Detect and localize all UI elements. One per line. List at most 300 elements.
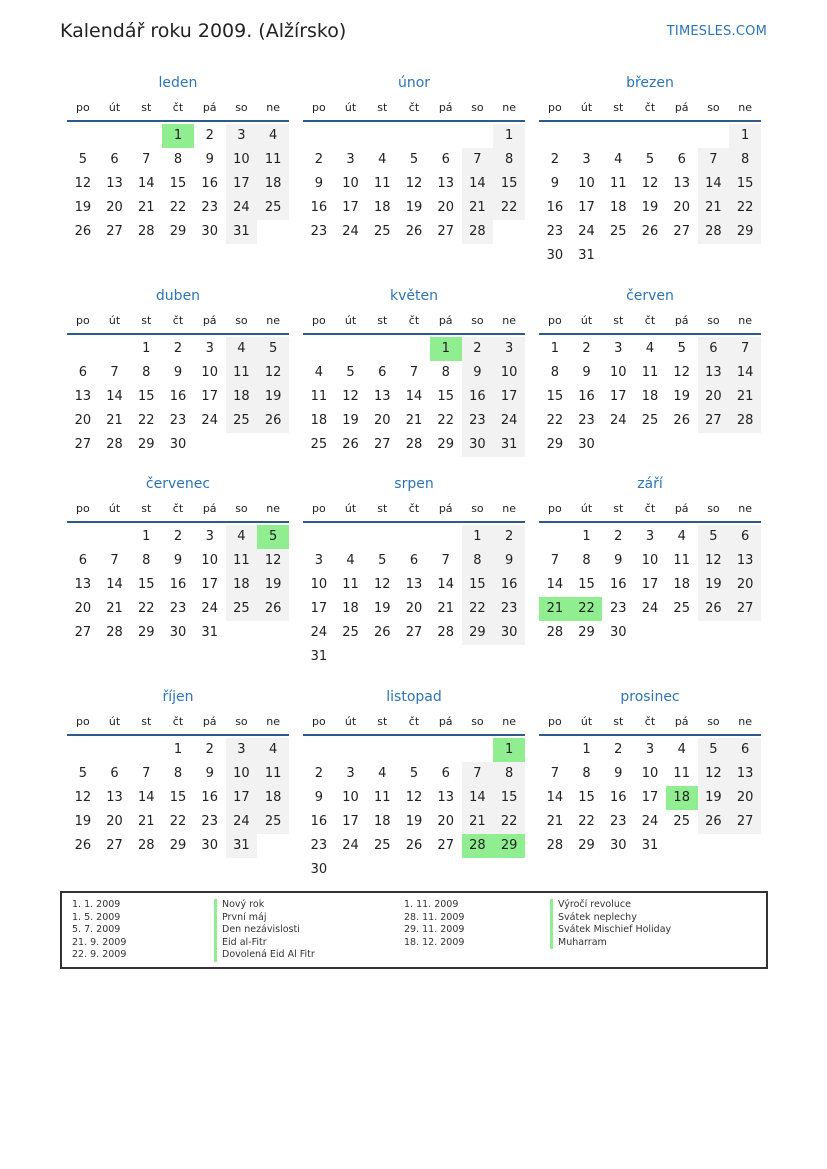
- weekday-header: ne: [502, 715, 516, 728]
- empty-cell: [462, 738, 494, 762]
- legend-holiday-date: 1. 1. 2009: [72, 899, 121, 910]
- month-name: září: [637, 476, 663, 492]
- day-cell: 8: [173, 152, 183, 167]
- day-cell: 24: [201, 413, 218, 428]
- day-cell: 20: [74, 601, 92, 616]
- day-cell: 20: [698, 385, 730, 409]
- weekday-header: pá: [674, 502, 689, 515]
- day-cell: 17: [342, 200, 359, 215]
- day-cell: 13: [729, 549, 761, 573]
- day-cell: 17: [493, 385, 525, 409]
- empty-cell: [666, 124, 698, 148]
- day-cell: 24: [226, 810, 258, 834]
- day-cell: 11: [310, 389, 328, 404]
- holiday-legend: [60, 891, 768, 969]
- day-cell: 11: [226, 361, 258, 385]
- day-cell: 10: [342, 790, 359, 805]
- holiday-day-cell: 1: [162, 124, 194, 148]
- day-cell: 22: [169, 814, 187, 829]
- day-cell: 30: [610, 838, 627, 853]
- day-cell: 15: [138, 577, 155, 592]
- weekday-header: st: [613, 314, 624, 327]
- day-cell: 22: [546, 413, 564, 428]
- day-cell: 13: [698, 361, 730, 385]
- day-cell: 5: [78, 766, 87, 781]
- day-cell: 21: [546, 814, 564, 829]
- day-cell: 18: [226, 385, 258, 409]
- day-cell: 5: [346, 365, 355, 380]
- month-grid: [67, 710, 289, 858]
- weekday-header: st: [141, 502, 152, 515]
- day-cell: 21: [405, 413, 423, 428]
- weekday-header: čt: [408, 715, 420, 728]
- day-cell: 1: [582, 742, 591, 757]
- day-cell: 26: [641, 224, 659, 239]
- day-cell: 23: [493, 597, 525, 621]
- day-cell: 31: [226, 220, 258, 244]
- day-cell: 20: [374, 413, 391, 428]
- day-cell: 14: [546, 577, 564, 592]
- weekday-header: út: [580, 314, 593, 327]
- empty-cell: [335, 337, 367, 361]
- day-cell: 15: [138, 389, 155, 404]
- weekday-header: út: [344, 101, 357, 114]
- day-cell: 19: [698, 786, 730, 810]
- header-divider: [303, 333, 525, 335]
- empty-cell: [539, 738, 571, 762]
- day-cell: 30: [610, 625, 627, 640]
- legend-holiday-name: Muharram: [550, 937, 671, 950]
- day-cell: 2: [614, 529, 623, 544]
- day-cell: 21: [106, 413, 123, 428]
- empty-cell: [398, 525, 430, 549]
- day-cell: 14: [462, 786, 494, 810]
- day-cell: 4: [645, 341, 655, 356]
- day-cell: 5: [645, 152, 655, 167]
- day-cell: 30: [310, 862, 328, 877]
- day-cell: 7: [142, 766, 151, 781]
- day-cell: 4: [257, 738, 289, 762]
- weekday-header: ne: [502, 502, 516, 515]
- weekday-header: út: [108, 314, 121, 327]
- day-cell: 25: [226, 409, 258, 433]
- day-cell: 8: [550, 365, 559, 380]
- header-divider: [67, 333, 289, 335]
- day-cell: 6: [78, 553, 87, 568]
- weekday-header: ne: [738, 101, 752, 114]
- legend-holiday-date: 28. 11. 2009: [404, 911, 465, 923]
- day-cell: 27: [374, 437, 391, 452]
- header-divider: [539, 521, 761, 523]
- weekday-header: so: [707, 314, 720, 327]
- empty-cell: [335, 124, 367, 148]
- empty-cell: [398, 738, 430, 762]
- day-cell: 15: [578, 577, 595, 592]
- day-cell: 15: [578, 790, 595, 805]
- day-cell: 2: [614, 742, 623, 757]
- day-cell: 25: [310, 437, 328, 452]
- day-cell: 18: [257, 172, 289, 196]
- day-cell: 11: [673, 766, 690, 781]
- day-cell: 10: [226, 148, 258, 172]
- empty-cell: [430, 738, 462, 762]
- month-1: [67, 70, 289, 244]
- day-cell: 4: [378, 766, 387, 781]
- weekday-header: so: [235, 715, 248, 728]
- day-cell: 11: [257, 762, 289, 786]
- day-cell: 20: [729, 573, 761, 597]
- weekday-header: ne: [502, 314, 516, 327]
- day-cell: 12: [374, 577, 391, 592]
- day-cell: 17: [641, 790, 659, 805]
- weekday-header: po: [547, 101, 562, 114]
- empty-cell: [99, 124, 131, 148]
- holiday-day-cell: 5: [257, 525, 289, 549]
- day-cell: 3: [645, 529, 655, 544]
- weekday-header: so: [235, 502, 248, 515]
- day-cell: 4: [314, 365, 323, 380]
- day-cell: 7: [142, 152, 151, 167]
- day-cell: 7: [110, 553, 119, 568]
- day-cell: 1: [729, 124, 761, 148]
- day-cell: 17: [226, 786, 258, 810]
- day-cell: 22: [578, 814, 595, 829]
- day-cell: 8: [462, 549, 494, 573]
- month-8: [303, 471, 525, 669]
- day-cell: 4: [378, 152, 387, 167]
- weekday-header: pá: [202, 101, 217, 114]
- day-cell: 3: [314, 553, 323, 568]
- day-cell: 25: [257, 196, 289, 220]
- day-cell: 3: [614, 341, 623, 356]
- day-cell: 12: [342, 389, 359, 404]
- day-cell: 5: [409, 152, 419, 167]
- month-name: leden: [158, 75, 198, 91]
- day-cell: 26: [257, 597, 289, 621]
- day-cell: 29: [578, 838, 595, 853]
- day-cell: 15: [437, 389, 454, 404]
- day-cell: 22: [437, 413, 454, 428]
- day-cell: 1: [462, 525, 494, 549]
- day-cell: 25: [342, 625, 359, 640]
- legend-left-dates: [72, 899, 126, 962]
- day-cell: 17: [641, 577, 659, 592]
- legend-holiday-date: 29. 11. 2009: [404, 924, 465, 936]
- month-grid: [303, 309, 525, 457]
- month-name: duben: [155, 288, 201, 304]
- day-cell: 14: [729, 361, 761, 385]
- day-cell: 13: [74, 389, 92, 404]
- day-cell: 13: [106, 176, 123, 191]
- day-cell: 3: [226, 124, 258, 148]
- day-cell: 13: [437, 176, 454, 191]
- day-cell: 14: [437, 577, 454, 592]
- weekday-header: pá: [202, 715, 217, 728]
- empty-cell: [67, 124, 99, 148]
- month-grid: [539, 309, 761, 457]
- day-cell: 23: [201, 814, 218, 829]
- day-cell: 19: [641, 200, 659, 215]
- month-grid: [303, 710, 525, 882]
- weekday-header: ne: [738, 502, 752, 515]
- day-cell: 24: [310, 625, 328, 640]
- empty-cell: [67, 525, 99, 549]
- day-cell: 5: [698, 525, 730, 549]
- day-cell: 6: [729, 738, 761, 762]
- day-cell: 8: [582, 766, 591, 781]
- day-cell: 5: [698, 738, 730, 762]
- day-cell: 19: [374, 601, 391, 616]
- weekday-header: út: [344, 715, 357, 728]
- header-divider: [303, 734, 525, 736]
- holiday-day-cell: 22: [571, 597, 603, 621]
- empty-cell: [130, 124, 162, 148]
- day-cell: 13: [673, 176, 690, 191]
- weekday-header: st: [377, 101, 388, 114]
- day-cell: 30: [201, 224, 218, 239]
- day-cell: 13: [437, 790, 454, 805]
- day-cell: 19: [405, 200, 423, 215]
- header-divider: [539, 333, 761, 335]
- weekday-header: čt: [644, 101, 656, 114]
- month-12: [539, 684, 761, 858]
- day-cell: 5: [378, 553, 387, 568]
- legend-left-names: [214, 899, 315, 962]
- day-cell: 10: [226, 762, 258, 786]
- day-cell: 8: [441, 365, 450, 380]
- page-title: Kalendář roku 2009. (Alžírsko): [60, 20, 347, 42]
- weekday-header: út: [344, 502, 357, 515]
- day-cell: 21: [698, 196, 730, 220]
- day-cell: 23: [201, 200, 218, 215]
- month-2: [303, 70, 525, 244]
- day-cell: 19: [405, 814, 423, 829]
- day-cell: 9: [614, 553, 623, 568]
- weekday-header: út: [580, 715, 593, 728]
- day-cell: 2: [173, 529, 183, 544]
- weekday-header: út: [344, 314, 357, 327]
- day-cell: 11: [610, 176, 627, 191]
- day-cell: 30: [169, 437, 187, 452]
- month-grid: [67, 96, 289, 244]
- day-cell: 7: [550, 766, 559, 781]
- day-cell: 18: [310, 413, 328, 428]
- day-cell: 15: [169, 790, 187, 805]
- day-cell: 10: [342, 176, 359, 191]
- day-cell: 26: [673, 413, 690, 428]
- day-cell: 16: [201, 176, 218, 191]
- legend-holiday-name: Svátek neplechy: [550, 912, 671, 925]
- weekday-header: st: [613, 502, 624, 515]
- day-cell: 11: [673, 553, 690, 568]
- weekday-header: pá: [674, 715, 689, 728]
- day-cell: 1: [550, 341, 559, 356]
- day-cell: 17: [342, 814, 359, 829]
- day-cell: 20: [729, 786, 761, 810]
- day-cell: 6: [677, 152, 686, 167]
- day-cell: 6: [110, 766, 119, 781]
- day-cell: 15: [493, 172, 525, 196]
- empty-cell: [539, 525, 571, 549]
- month-grid: [303, 497, 525, 669]
- weekday-header: út: [580, 502, 593, 515]
- day-cell: 10: [578, 176, 595, 191]
- day-cell: 2: [173, 341, 183, 356]
- day-cell: 26: [374, 625, 391, 640]
- day-cell: 3: [346, 152, 355, 167]
- weekday-header: ne: [738, 314, 752, 327]
- day-cell: 27: [106, 224, 123, 239]
- brand-link[interactable]: TIMESLES.COM: [666, 24, 767, 39]
- weekday-header: st: [613, 101, 624, 114]
- day-cell: 30: [201, 838, 218, 853]
- day-cell: 21: [138, 814, 155, 829]
- day-cell: 10: [493, 361, 525, 385]
- day-cell: 28: [138, 838, 155, 853]
- day-cell: 16: [310, 200, 328, 215]
- day-cell: 15: [546, 389, 564, 404]
- weekday-header: po: [311, 715, 326, 728]
- day-cell: 2: [205, 742, 214, 757]
- day-cell: 8: [142, 365, 151, 380]
- day-cell: 25: [226, 597, 258, 621]
- day-cell: 7: [441, 553, 450, 568]
- empty-cell: [303, 124, 335, 148]
- day-cell: 12: [405, 176, 423, 191]
- legend-holiday-date: 1. 5. 2009: [72, 911, 121, 923]
- day-cell: 8: [493, 148, 525, 172]
- month-name: prosinec: [620, 689, 680, 705]
- day-cell: 17: [578, 200, 595, 215]
- weekday-header: st: [377, 314, 388, 327]
- day-cell: 21: [462, 196, 494, 220]
- day-cell: 31: [641, 838, 659, 853]
- day-cell: 25: [610, 224, 627, 239]
- day-cell: 6: [729, 525, 761, 549]
- day-cell: 10: [310, 577, 328, 592]
- day-cell: 9: [493, 549, 525, 573]
- month-6: [539, 283, 761, 457]
- weekday-header: so: [235, 314, 248, 327]
- month-grid: [303, 96, 525, 244]
- weekday-header: so: [707, 715, 720, 728]
- empty-cell: [130, 738, 162, 762]
- day-cell: 4: [677, 742, 686, 757]
- day-cell: 24: [610, 413, 627, 428]
- day-cell: 27: [729, 597, 761, 621]
- month-name: červen: [626, 288, 674, 304]
- day-cell: 9: [314, 790, 323, 805]
- empty-cell: [602, 124, 634, 148]
- day-cell: 5: [677, 341, 686, 356]
- header-divider: [539, 734, 761, 736]
- month-name: březen: [626, 75, 674, 91]
- day-cell: 24: [342, 838, 359, 853]
- month-name: srpen: [394, 476, 434, 492]
- day-cell: 29: [546, 437, 564, 452]
- day-cell: 12: [74, 790, 92, 805]
- day-cell: 31: [578, 248, 595, 263]
- day-cell: 9: [205, 766, 214, 781]
- day-cell: 28: [729, 409, 761, 433]
- weekday-header: pá: [202, 502, 217, 515]
- empty-cell: [366, 525, 398, 549]
- day-cell: 14: [462, 172, 494, 196]
- day-cell: 2: [493, 525, 525, 549]
- day-cell: 25: [374, 838, 391, 853]
- empty-cell: [462, 124, 494, 148]
- day-cell: 26: [342, 437, 359, 452]
- day-cell: 3: [226, 738, 258, 762]
- month-9: [539, 471, 761, 645]
- weekday-header: čt: [408, 101, 420, 114]
- day-cell: 1: [582, 529, 591, 544]
- day-cell: 1: [173, 742, 183, 757]
- day-cell: 25: [673, 814, 690, 829]
- weekday-header: pá: [438, 502, 453, 515]
- day-cell: 3: [493, 337, 525, 361]
- day-cell: 18: [374, 200, 391, 215]
- weekday-header: so: [471, 101, 484, 114]
- day-cell: 7: [409, 365, 419, 380]
- month-4: [67, 283, 289, 457]
- empty-cell: [398, 124, 430, 148]
- day-cell: 23: [310, 838, 328, 853]
- weekday-header: čt: [172, 101, 184, 114]
- legend-holiday-name: Nový rok: [214, 899, 315, 912]
- empty-cell: [99, 337, 131, 361]
- day-cell: 26: [74, 224, 92, 239]
- legend-holiday-name: Eid al-Fitr: [214, 937, 315, 950]
- weekday-header: út: [580, 101, 593, 114]
- day-cell: 28: [546, 625, 564, 640]
- day-cell: 9: [550, 176, 559, 191]
- month-name: únor: [397, 75, 431, 91]
- weekday-header: po: [547, 314, 562, 327]
- month-10: [67, 684, 289, 858]
- day-cell: 13: [74, 577, 92, 592]
- day-cell: 19: [698, 573, 730, 597]
- day-cell: 24: [641, 814, 659, 829]
- month-grid: [539, 497, 761, 645]
- weekday-header: út: [108, 502, 121, 515]
- weekday-header: po: [75, 314, 90, 327]
- day-cell: 29: [138, 625, 155, 640]
- weekday-header: st: [377, 715, 388, 728]
- empty-cell: [539, 124, 571, 148]
- day-cell: 19: [74, 814, 92, 829]
- month-grid: [539, 96, 761, 268]
- day-cell: 10: [201, 553, 218, 568]
- day-cell: 15: [729, 172, 761, 196]
- day-cell: 27: [74, 625, 92, 640]
- day-cell: 19: [673, 389, 690, 404]
- month-name: listopad: [386, 689, 442, 705]
- weekday-header: čt: [644, 314, 656, 327]
- day-cell: 23: [169, 601, 187, 616]
- legend-holiday-date: 22. 9. 2009: [72, 949, 127, 961]
- day-cell: 22: [462, 597, 494, 621]
- day-cell: 19: [74, 200, 92, 215]
- day-cell: 8: [173, 766, 183, 781]
- day-cell: 12: [257, 549, 289, 573]
- day-cell: 16: [169, 389, 187, 404]
- day-cell: 17: [201, 577, 218, 592]
- day-cell: 3: [582, 152, 591, 167]
- legend-holiday-name: Dovolená Eid Al Fitr: [214, 949, 315, 962]
- weekday-header: út: [108, 101, 121, 114]
- day-cell: 26: [698, 810, 730, 834]
